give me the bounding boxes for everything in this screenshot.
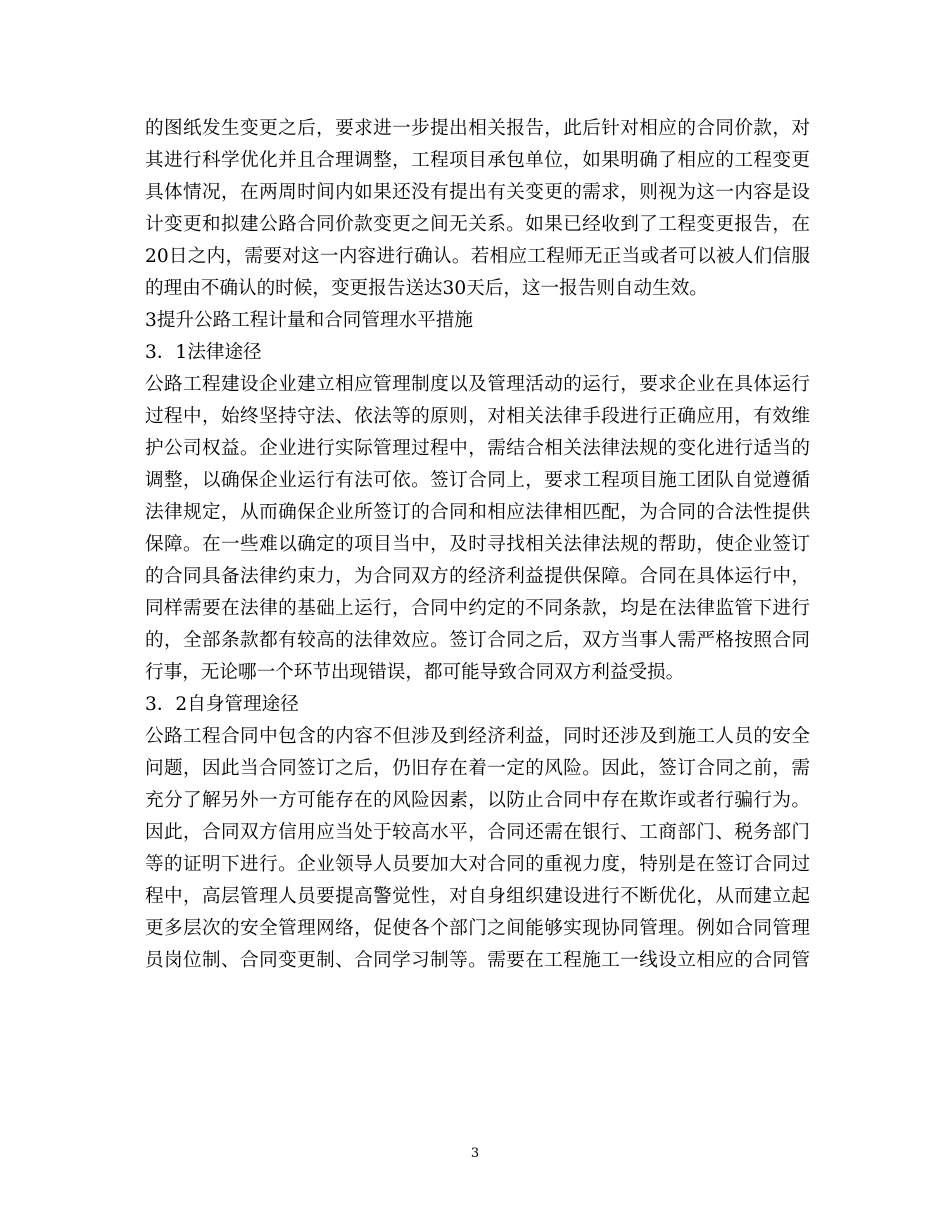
- page-body: [145, 113, 810, 977]
- text-line: 问题，因此当合同签订之后，仍旧存在着一定的风险。因此，签订合同之前，需: [145, 758, 810, 779]
- paragraph: [145, 113, 810, 305]
- text-line: 程中，高层管理人员要提高警觉性，对自身组织建设进行不断优化，从而建立起: [145, 886, 810, 907]
- text-line: 因此，合同双方信用应当处于较高水平，合同还需在银行、工商部门、税务部门: [145, 822, 810, 843]
- text-line: 同样需要在法律的基础上运行，合同中约定的不同条款，均是在法律监管下进行: [145, 598, 810, 619]
- text-line: 调整，以确保企业运行有法可依。签订合同上，要求工程项目施工团队自觉遵循: [145, 470, 810, 491]
- text-line: 20日之内，需要对这一内容进行确认。若相应工程师无正当或者可以被人们信服: [145, 246, 810, 267]
- section-heading: 3提升公路工程计量和合同管理水平措施: [145, 310, 473, 331]
- text-line: 充分了解另外一方可能存在的风险因素，以防止合同中存在欺诈或者行骗行为。: [145, 790, 810, 811]
- text-line: 公路工程建设企业建立相应管理制度以及管理活动的运行，要求企业在具体运行: [145, 374, 810, 395]
- text-line: 等的证明下进行。企业领导人员要加大对合同的重视力度，特别是在签订合同过: [145, 854, 810, 875]
- page-number: 3: [470, 1146, 480, 1161]
- paragraph: [145, 369, 810, 689]
- paragraph: [145, 721, 810, 977]
- text-line: 保障。在一些难以确定的项目当中，及时寻找相关法律法规的帮助，使企业签订: [145, 534, 810, 555]
- section-heading: 3．2自身管理途径: [145, 694, 299, 715]
- text-line: 员岗位制、合同变更制、合同学习制等。需要在工程施工一线设立相应的合同管: [145, 950, 810, 971]
- text-line: 护公司权益。企业进行实际管理过程中，需结合相关法律法规的变化进行适当的: [145, 438, 810, 459]
- text-line: 的理由不确认的时候，变更报告送达30天后，这一报告则自动生效。: [145, 278, 708, 299]
- text-line: 更多层次的安全管理网络，促使各个部门之间能够实现协同管理。例如合同管理: [145, 918, 810, 939]
- text-line: 法律规定，从而确保企业所签订的合同和相应法律相匹配，为合同的合法性提供: [145, 502, 810, 523]
- text-line: 行事，无论哪一个环节出现错误，都可能导致合同双方利益受损。: [145, 662, 685, 683]
- section-heading: 3．1法律途径: [145, 342, 262, 363]
- text-line: 其进行科学优化并且合理调整，工程项目承包单位，如果明确了相应的工程变更: [145, 150, 810, 171]
- text-line: 公路工程合同中包含的内容不但涉及到经济利益，同时还涉及到施工人员的安全: [145, 726, 810, 747]
- text-line: 具体情况，在两周时间内如果还没有提出有关变更的需求，则视为这一内容是设: [145, 182, 810, 203]
- text-line: 计变更和拟建公路合同价款变更之间无关系。如果已经收到了工程变更报告，在: [145, 214, 810, 235]
- text-line: 过程中，始终坚持守法、依法等的原则，对相关法律手段进行正确应用，有效维: [145, 406, 810, 427]
- text-line: 的合同具备法律约束力，为合同双方的经济利益提供保障。合同在具体运行中，: [145, 566, 810, 587]
- text-line: 的，全部条款都有较高的法律效应。签订合同之后，双方当事人需严格按照合同: [145, 630, 810, 651]
- text-line: 的图纸发生变更之后，要求进一步提出相关报告，此后针对相应的合同价款，对: [145, 118, 810, 139]
